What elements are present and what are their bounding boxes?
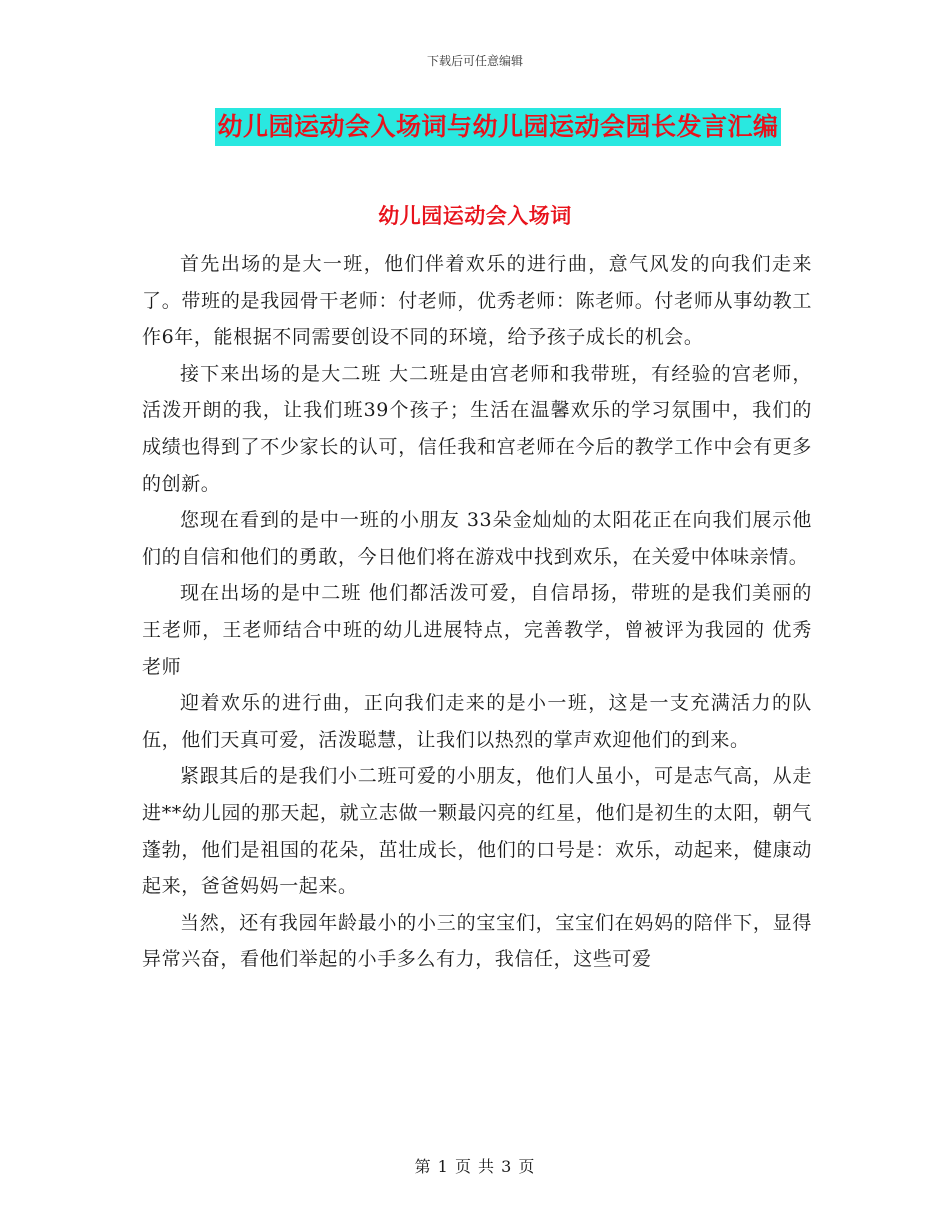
document-body: [142, 246, 812, 978]
paragraph: 迎着欢乐的进行曲，正向我们走来的是小一班，这是一支充满活力的队伍，他们天真可爱，活泼聪慧，让我们以热烈的掌声欢迎他们的到来。: [142, 692, 812, 751]
paragraph: 您现在看到的是中一班的小朋友 33朵金灿灿的太阳花正在向我们展示他们的自信和他们的勇敢，今日他们将在游戏中找到欢乐，在关爱中体味亲情。: [142, 509, 812, 568]
section-title: 幼儿园运动会入场词: [378, 204, 572, 228]
document-title-container: [0, 108, 950, 146]
page-header-note: 下载后可任意编辑: [426, 54, 523, 68]
paragraph: 接下来出场的是大二班 大二班是由宫老师和我带班，有经验的宫老师，活泼开朗的我，让我们班39个孩子；生活在温馨欢乐的学习氛围中，我们的成绩也得到了不少家长的认可，信任我和宫老师在今后的教学工作中会有更多的创新。: [142, 362, 812, 495]
paragraph: 当然，还有我园年龄最小的小三的宝宝们，宝宝们在妈妈的陪伴下，显得异常兴奋，看他们举起的小手多么有力，我信任，这些可爱: [142, 911, 812, 971]
paragraph: 紧跟其后的是我们小二班可爱的小朋友，他们人虽小，可是志气高，从走进**幼儿园的那天起，就立志做一颗最闪亮的红星，他们是初生的太阳，朝气蓬勃，他们是祖国的花朵，茁壮成长，他们的口号是：欢乐，动起来，健康动起来，爸爸妈妈一起来。: [142, 765, 812, 898]
paragraph: 首先出场的是大一班，他们伴着欢乐的进行曲，意气风发的向我们走来了。带班的是我园骨干老师：付老师，优秀老师：陈老师。付老师从事幼教工作6年，能根据不同需要创设不同的环境，给予孩子成长的机会。: [142, 253, 812, 349]
paragraph: 现在出场的是中二班 他们都活泼可爱，自信昂扬，带班的是我们美丽的王老师，王老师结合中班的幼儿进展特点，完善教学，曾被评为我园的 优秀老师: [142, 582, 812, 678]
page-number-footer: 第 1 页 共 3 页: [414, 1157, 536, 1176]
document-title: 幼儿园运动会入场词与幼儿园运动会园长发言汇编: [215, 108, 780, 146]
